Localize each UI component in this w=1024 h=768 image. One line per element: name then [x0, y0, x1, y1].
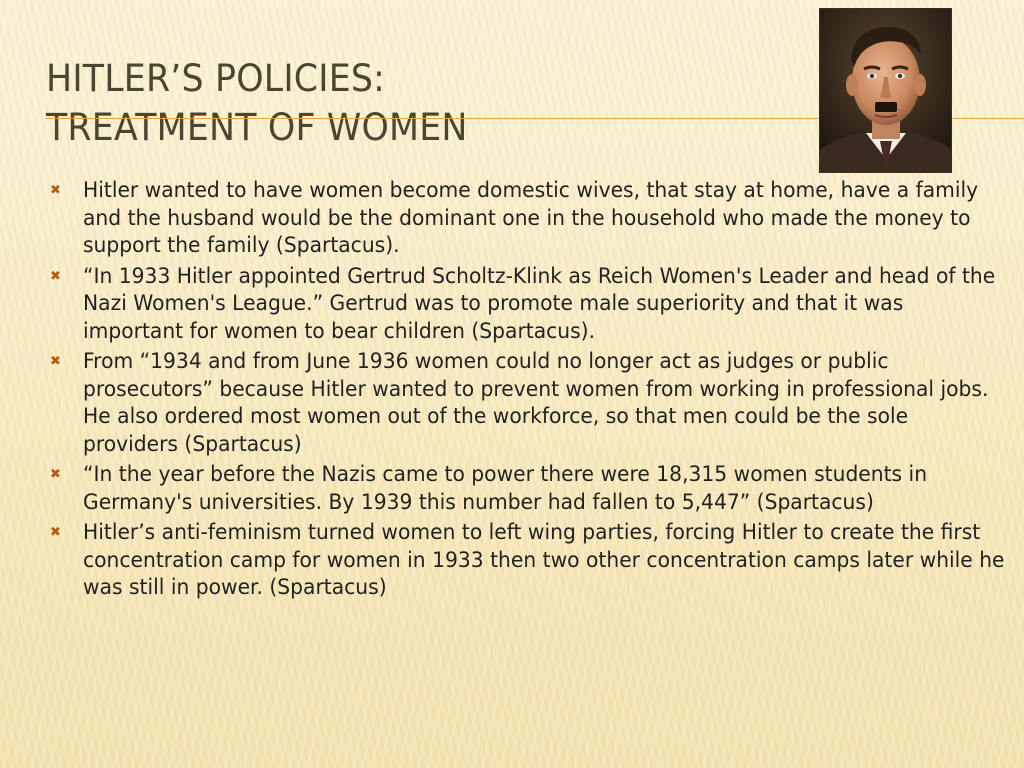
bullet-marker-icon: ✖	[50, 525, 61, 540]
slide-title-line-2: TREATMENT OF WOMEN	[46, 106, 468, 149]
bullet-text: Hitler’s anti-feminism turned women to left wing parties, forcing Hitler to create the first concentration camp for women in 1933 then two other concentration camps later while he was still in power. (Spartacus)	[83, 520, 1005, 599]
slide-title	[46, 54, 468, 152]
bullet-item	[46, 519, 1006, 602]
bullet-text: “In 1933 Hitler appointed Gertrud Scholtz-Klink as Reich Women's Leader and head of the Nazi Women's League.” Gertrud was to promote male superiority and that it was important for women to bear children (Spartacus).	[83, 263, 996, 343]
bullet-list	[46, 177, 1006, 605]
portrait-photo	[819, 8, 952, 173]
bullet-item	[46, 263, 1006, 346]
bullet-item	[46, 177, 1006, 260]
bullet-marker-icon: ✖	[50, 354, 61, 369]
bullet-item	[46, 461, 1006, 516]
bullet-text: “In the year before the Nazis came to power there were 18,315 women students in Germany's universities. By 1939 this number had fallen to 5,447” (Spartacus)	[83, 462, 928, 514]
bullet-marker-icon: ✖	[50, 467, 61, 482]
bullet-marker-icon: ✖	[50, 183, 61, 198]
portrait-photo-icon	[820, 9, 951, 172]
bullet-text: Hitler wanted to have women become domestic wives, that stay at home, have a family and the husband would be the dominant one in the household who made the money to support the family (Spartacus).	[83, 178, 979, 257]
bullet-text: From “1934 and from June 1936 women could no longer act as judges or public prosecutors” because Hitler wanted to prevent women from working in professional jobs. He also ordered most women out of the workforce, so that men could be the sole providers (Spartacus)	[83, 349, 989, 456]
bullet-marker-icon: ✖	[50, 268, 61, 284]
slide-title-line-1: HITLER’S POLICIES:	[46, 57, 386, 100]
bullet-item	[46, 348, 1006, 458]
